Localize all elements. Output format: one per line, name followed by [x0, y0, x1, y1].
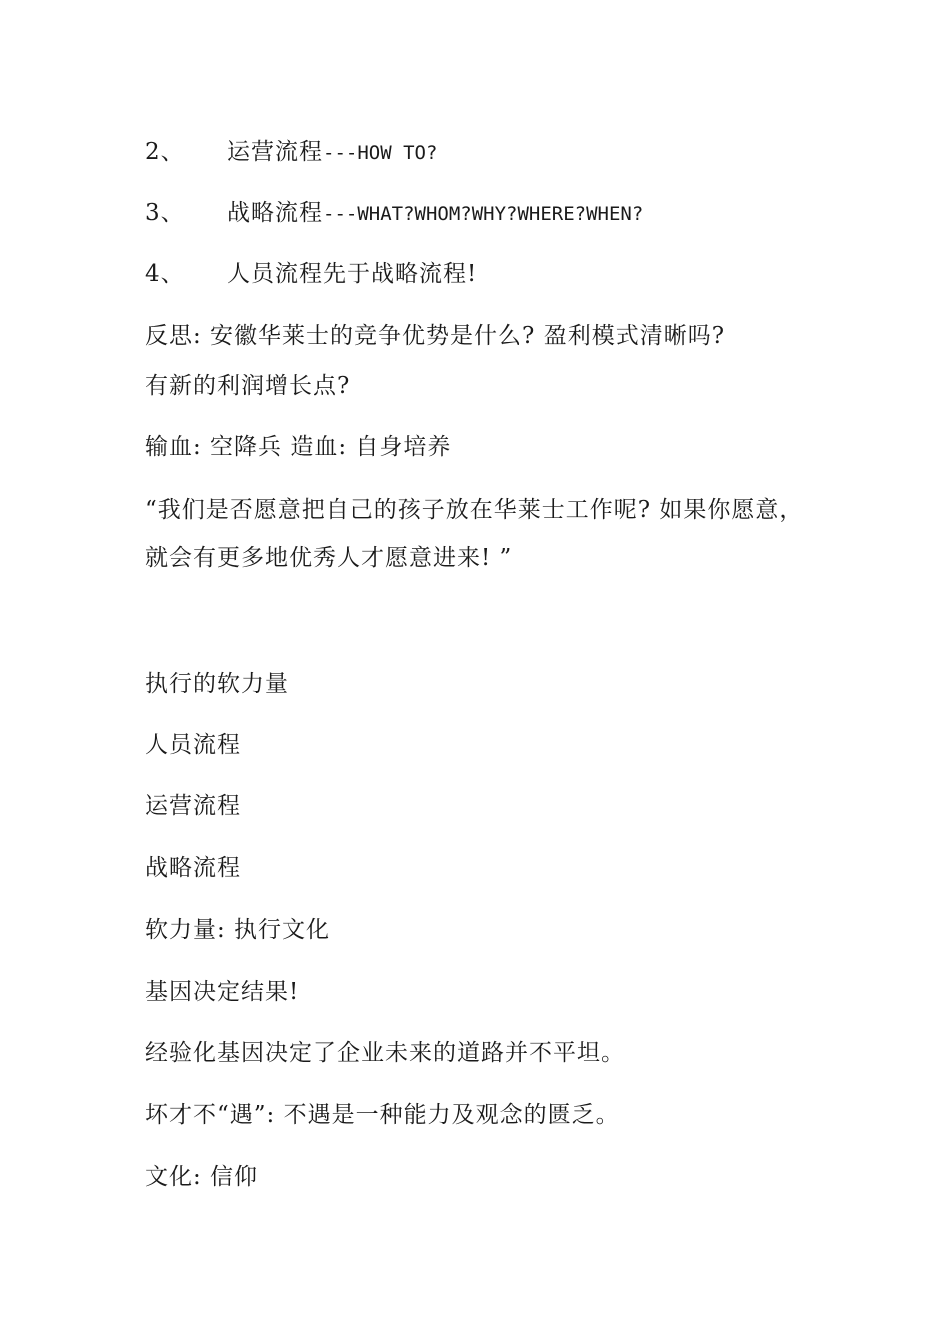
reflection-line-2: 有新的利润增长点? — [145, 373, 351, 399]
list-number: 3、 — [145, 200, 185, 226]
section-item-8: 文化: 信仰 — [145, 1164, 259, 1190]
section-item-4: 软力量: 执行文化 — [145, 917, 331, 943]
quote-paragraph: “我们是否愿意把自己的孩子放在华莱士工作呢? 如果你愿意，就会有更多地优秀人才愿意进来! ” — [145, 497, 804, 571]
reflection-line-1: 反思: 安徽华莱士的竞争优势是什么? 盈利模式清晰吗? — [145, 323, 726, 349]
section-item-5: 基因决定结果! — [145, 979, 300, 1005]
list-item-2 — [145, 136, 437, 169]
section-item-2: 运营流程 — [145, 793, 241, 819]
section-item-3: 战略流程 — [145, 855, 241, 881]
section-item-1: 人员流程 — [145, 732, 241, 758]
list-item-3 — [145, 197, 643, 230]
section-item-7: 坏才不“遇”: 不遇是一种能力及观念的匮乏。 — [145, 1102, 620, 1128]
list-suffix: ---HOW TO? — [323, 142, 438, 164]
list-text: 运营流程 — [227, 139, 323, 165]
list-number: 2、 — [145, 139, 185, 165]
section-heading: 执行的软力量 — [145, 671, 289, 697]
list-text: 战略流程 — [227, 200, 323, 226]
section-item-6: 经验化基因决定了企业未来的道路并不平坦。 — [145, 1040, 625, 1066]
list-suffix: ---WHAT?WHOM?WHY?WHERE?WHEN? — [323, 203, 644, 225]
list-text: 人员流程先于战略流程! — [227, 261, 478, 287]
blood-line: 输血: 空降兵 造血: 自身培养 — [145, 434, 452, 460]
list-item-4 — [145, 258, 477, 290]
list-number: 4、 — [145, 261, 185, 287]
